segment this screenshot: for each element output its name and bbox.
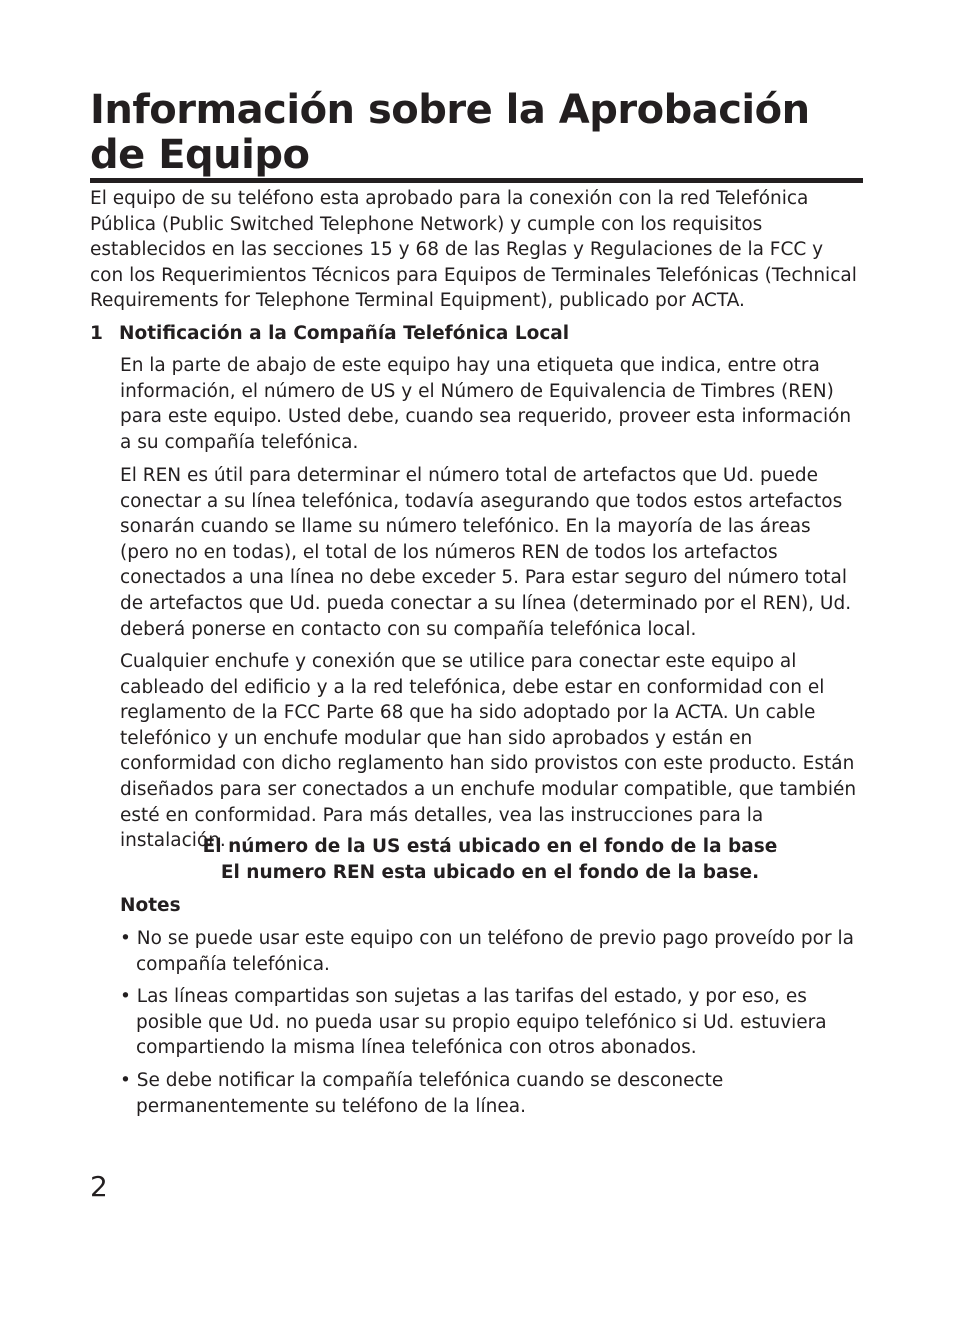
page-number: 2 <box>90 1170 108 1203</box>
section-number: 1 <box>90 323 103 344</box>
section-paragraph-3: Cualquier enchufe y conexión que se utilice para conectar este equipo al cableado del edificio y a la red telefónica, debe estar en conformidad con el reglamento de la FCC Parte 68 que ha sido adoptado por la ACTA. Un cable telefónico y un enchufe modular que han sido aprobados y están en conformidad con dicho reglamento han sido provistos con este producto. Están diseñados para ser conectados a un enchufe modular compatible, que también esté en conformidad. Para más detalles, vea las instrucciones para la instalación. <box>120 651 857 852</box>
note-item-1: • No se puede usar este equipo con un teléfono de previo pago proveído por la compañía telefónica. <box>120 928 854 975</box>
intro-paragraph: El equipo de su teléfono esta aprobado para la conexión con la red Telefónica Pública (Public Switched Telephone Network) y cumple con los requisitos establecidos en las secciones 15 y 68 de las Reglas y Regulaciones de la FCC y con los Requerimientos Técnicos para Equipos de Terminales Telefónicas (Technical Requirements for Telephone Terminal Equipment), publicado por ACTA. <box>90 188 857 312</box>
title-rule <box>90 178 863 183</box>
notes-title: Notes <box>120 895 181 916</box>
label-location-note <box>120 834 860 885</box>
section-heading-text: Notificación a la Compañía Telefónica Local <box>119 323 570 344</box>
section-paragraph-1: En la parte de abajo de este equipo hay una etiqueta que indica, entre otra información, el número de US y el Número de Equivalencia de Timbres (REN) para este equipo. Usted debe, cuando sea requerido, proveer esta información a su compañía telefónica. <box>120 355 852 453</box>
section-heading <box>90 321 830 347</box>
page-title: Información sobre la Aprobación de Equipo <box>90 87 810 178</box>
section-paragraph-2: El REN es útil para determinar el número total de artefactos que Ud. puede conectar a su línea telefónica, todavía asegurando que todos estos artefactos sonarán cuando se llame su número telefónico. En la mayoría de las áreas (pero no en todas), el total de los números REN de todos los artefactos conectados a una línea no debe exceder 5. Para estar seguro del número total de artefactos que Ud. pueda conectar a su línea (determinado por el REN), Ud. deberá ponerse en contacto con su compañía telefónica local. <box>120 465 852 640</box>
us-number-location: El número de la US está ubicado en el fondo de la base <box>202 836 778 857</box>
ren-number-location: El numero REN esta ubicado en el fondo de la base. <box>220 861 760 883</box>
note-item-2: • Las líneas compartidas son sujetas a las tarifas del estado, y por eso, es posible que Ud. no pueda usar su propio equipo telefónico si Ud. estuviera compartiendo la misma línea telefónica con otros abonados. <box>120 986 827 1059</box>
note-item-3: • Se debe notificar la compañía telefónica cuando se desconecte permanentemente su teléfono de la línea. <box>120 1070 724 1117</box>
